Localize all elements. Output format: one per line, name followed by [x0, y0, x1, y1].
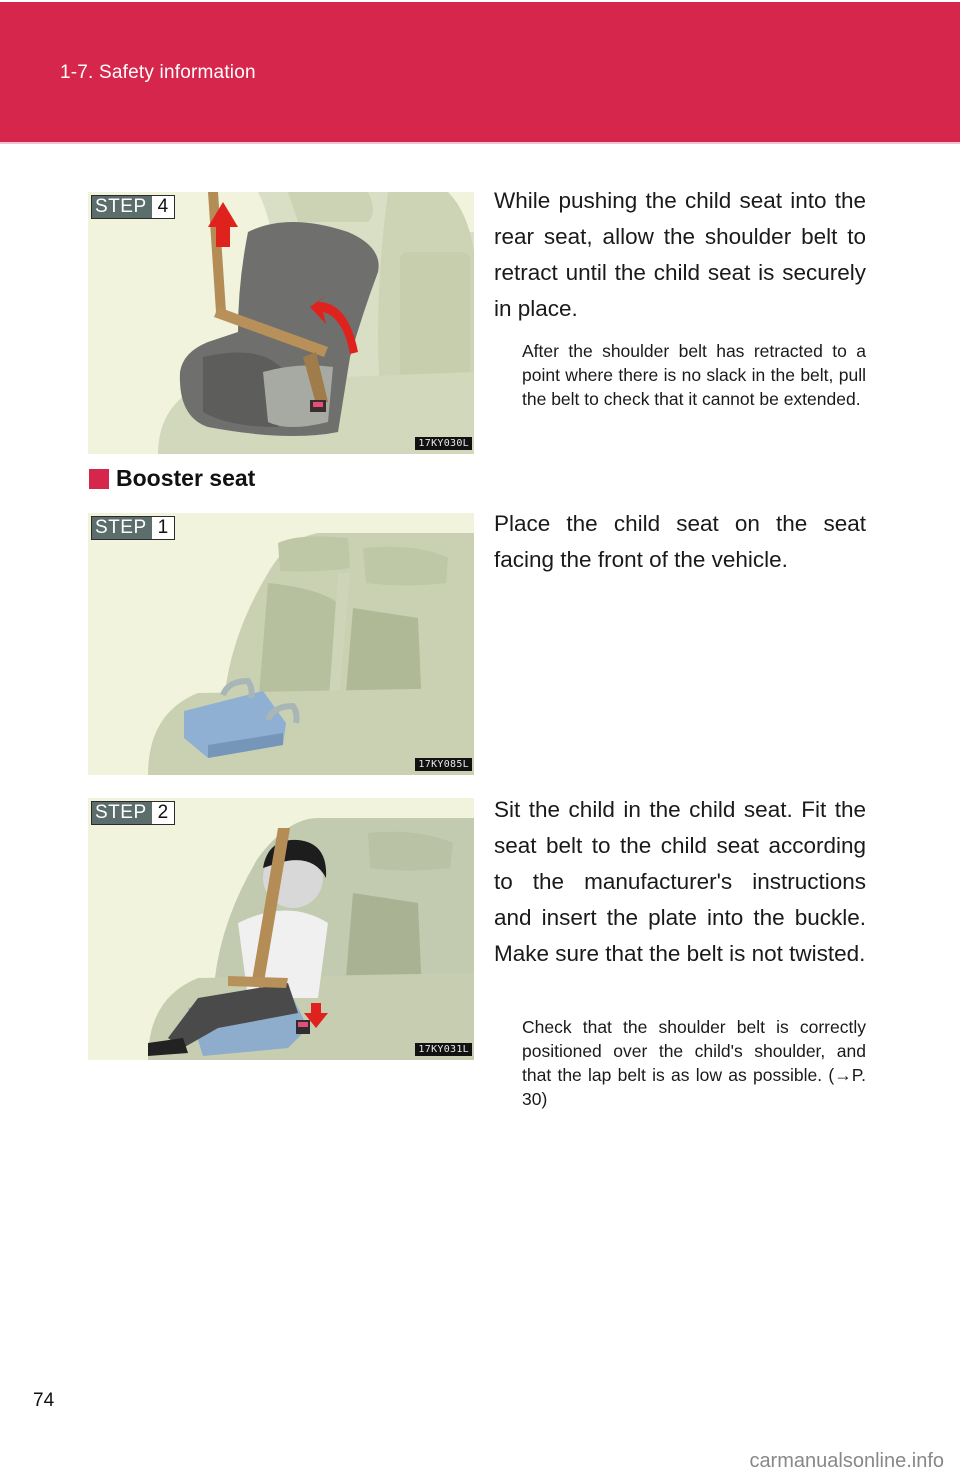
step-label: STEP: [92, 802, 152, 824]
step-4-instruction: While pushing the child seat into the rear seat, allow the shoulder belt to retract until the child seat is securely in place.: [494, 188, 866, 321]
child-in-booster-illustration: [88, 798, 474, 1060]
watermark: carmanualsonline.info: [749, 1450, 944, 1472]
step-label: STEP: [92, 196, 152, 218]
figure-step-4-child-seat: [88, 192, 474, 454]
figure-step-2-child-in-booster: [88, 798, 474, 1060]
step-badge: [91, 801, 175, 825]
step-label: STEP: [92, 517, 152, 539]
section-marker-icon: [89, 469, 109, 489]
section-heading-booster-seat: [89, 465, 255, 492]
step-number: 1: [152, 517, 175, 539]
figure-step-1-booster-seat: [88, 513, 474, 775]
page-number: 74: [33, 1390, 55, 1411]
step-badge: [91, 195, 175, 219]
step-number: 2: [152, 802, 175, 824]
step-badge: [91, 516, 175, 540]
figure-code: 17KY085L: [415, 758, 472, 771]
chapter-header-band: [0, 2, 960, 144]
child-seat-illustration: [88, 192, 474, 454]
step-2-instruction: Sit the child in the child seat. Fit the seat belt to the child seat according to the manufacturer's instructions and insert the plate into the buckle. Make sure that the belt is not twisted.: [494, 797, 866, 966]
step-4-note: After the shoulder belt has retracted to a point where there is no slack in the belt, pull the belt to check that it cannot be extended.: [522, 341, 866, 409]
chapter-title: 1-7. Safety information: [60, 62, 256, 83]
figure-code: 17KY031L: [415, 1043, 472, 1056]
booster-seat-illustration: [88, 513, 474, 775]
step-2-note: Check that the shoulder belt is correctly positioned over the child's shoulder, and that the lap belt is as low as possible. (→P. 30): [522, 1017, 866, 1109]
step-number: 4: [152, 196, 175, 218]
section-title: Booster seat: [116, 465, 256, 491]
figure-code: 17KY030L: [415, 437, 472, 450]
step-1-instruction: Place the child seat on the seat facing the front of the vehicle.: [494, 511, 866, 572]
